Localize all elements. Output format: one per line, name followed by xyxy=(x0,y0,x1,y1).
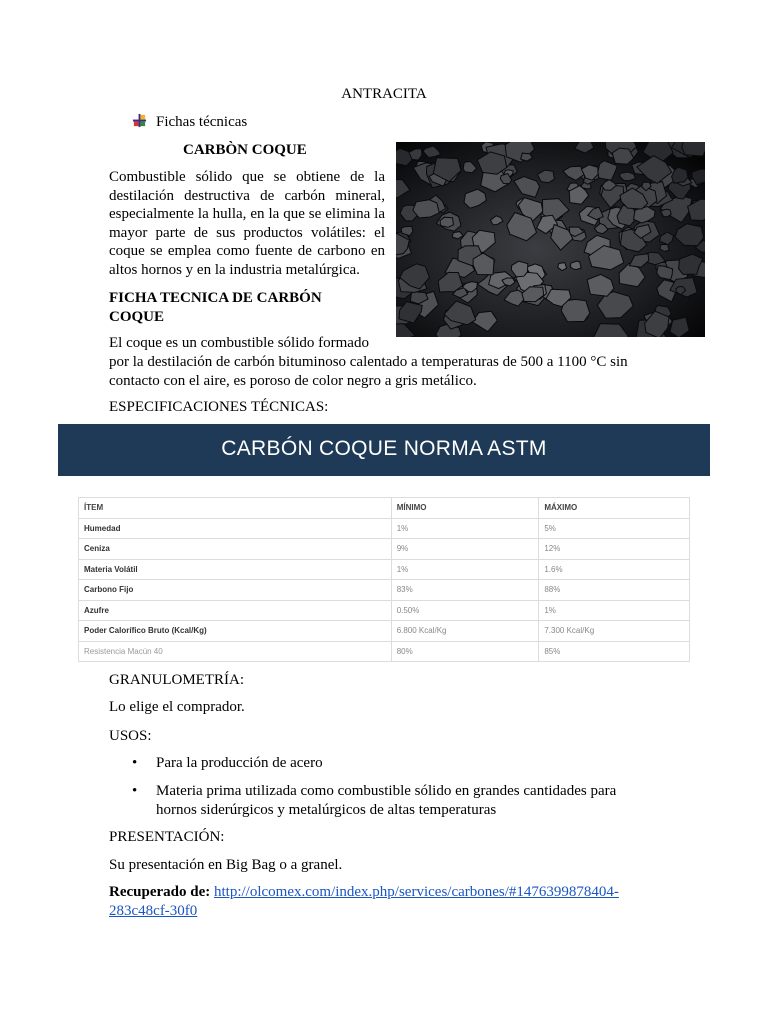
coke-coal-photo xyxy=(396,142,705,337)
row-max: 5% xyxy=(539,518,690,539)
header-item: ÍTEM xyxy=(79,498,392,519)
ficha-paragraph xyxy=(109,334,669,391)
row-item: Poder Calorífico Bruto (Kcal/Kg) xyxy=(79,621,392,642)
row-max: 7.300 Kcal/Kg xyxy=(539,621,690,642)
table-row xyxy=(79,621,690,642)
uso-text: Para la producción de acero xyxy=(156,755,323,771)
table-row xyxy=(79,580,690,601)
source-link[interactable]: http://olcomex.com/index.php/services/carbones/#1476399878404-283c48cf-30f0 xyxy=(109,884,619,919)
table-header-row xyxy=(79,498,690,519)
row-item: Materia Volátil xyxy=(79,559,392,580)
row-min: 0.50% xyxy=(391,600,539,621)
presentacion-text: Su presentación en Big Bag o a granel. xyxy=(109,857,343,873)
coke-coal-image xyxy=(396,142,705,337)
uso-text: Materia prima utilizada como combustible sólido en grandes cantidades para hornos siderúrgicos y metalúrgicos de altas temperaturas xyxy=(156,783,617,818)
row-item: Humedad xyxy=(79,518,392,539)
row-max: 1.6% xyxy=(539,559,690,580)
astm-spec-table-image xyxy=(58,424,710,672)
table-row xyxy=(79,518,690,539)
bullet-dot-icon: • xyxy=(132,783,138,799)
coal-lump xyxy=(682,142,705,156)
usos-label: USOS: xyxy=(109,728,152,744)
row-item: Resistencia Macún 40 xyxy=(79,641,392,662)
row-min: 9% xyxy=(391,539,539,560)
presentacion-label: PRESENTACIÓN: xyxy=(109,829,225,845)
coal-lump xyxy=(440,217,453,227)
granulometria-label: GRANULOMETRÍA: xyxy=(109,672,244,688)
bullet-dot-icon: • xyxy=(132,755,138,771)
table-row xyxy=(79,600,690,621)
ficha-heading xyxy=(109,289,349,326)
spec-label: ESPECIFICACIONES TÉCNICAS: xyxy=(109,399,329,415)
table-row xyxy=(79,539,690,560)
row-item: Ceniza xyxy=(79,539,392,560)
row-max: 1% xyxy=(539,600,690,621)
bullet-fichas-tecnicas xyxy=(132,113,247,131)
intro-paragraph: Combustible sólido que se obtiene de la destilación destructiva de carbón mineral, especialmente la hulla, en la que se elimina la mayor parte de sus productos volátiles: el coque se emplea como fuente de carbono en altos hornos y en la industria metalúrgica. xyxy=(109,169,385,278)
coal-lump xyxy=(571,261,582,269)
row-min: 83% xyxy=(391,580,539,601)
section-heading: CARBÒN COQUE xyxy=(183,142,307,158)
row-max: 85% xyxy=(539,641,690,662)
row-item: Carbono Fijo xyxy=(79,580,392,601)
granulometria-text: Lo elige el comprador. xyxy=(109,699,245,715)
ficha-heading-line2: COQUE xyxy=(109,308,165,325)
spec-table xyxy=(78,497,690,662)
coal-lump xyxy=(413,200,440,218)
recuperado-label: Recuperado de: xyxy=(109,884,211,900)
header-min: MÍNIMO xyxy=(391,498,539,519)
row-min: 1% xyxy=(391,559,539,580)
colorful-bullet-icon xyxy=(132,113,147,128)
recuperado-line xyxy=(109,883,669,921)
row-min: 6.800 Kcal/Kg xyxy=(391,621,539,642)
document-title: ANTRACITA xyxy=(341,86,427,102)
header-max: MÁXIMO xyxy=(539,498,690,519)
row-item: Azufre xyxy=(79,600,392,621)
row-max: 12% xyxy=(539,539,690,560)
ficha-line1: El coque es un combustible sólido formado xyxy=(109,335,369,351)
ficha-heading-line1: FICHA TECNICA DE CARBÓN xyxy=(109,290,322,306)
table-row xyxy=(79,559,690,580)
row-max: 88% xyxy=(539,580,690,601)
table-row xyxy=(79,641,690,662)
ficha-line2: por la destilación de carbón bituminoso calentado a temperaturas de 500 a 1100 °C sin contacto con el aire, es poroso de color negro a gris metálico. xyxy=(109,354,628,389)
row-min: 1% xyxy=(391,518,539,539)
row-min: 80% xyxy=(391,641,539,662)
table-banner xyxy=(58,424,710,476)
bullet-label: Fichas técnicas xyxy=(156,114,248,130)
table-banner-title: CARBÓN COQUE NORMA ASTM xyxy=(221,437,547,460)
